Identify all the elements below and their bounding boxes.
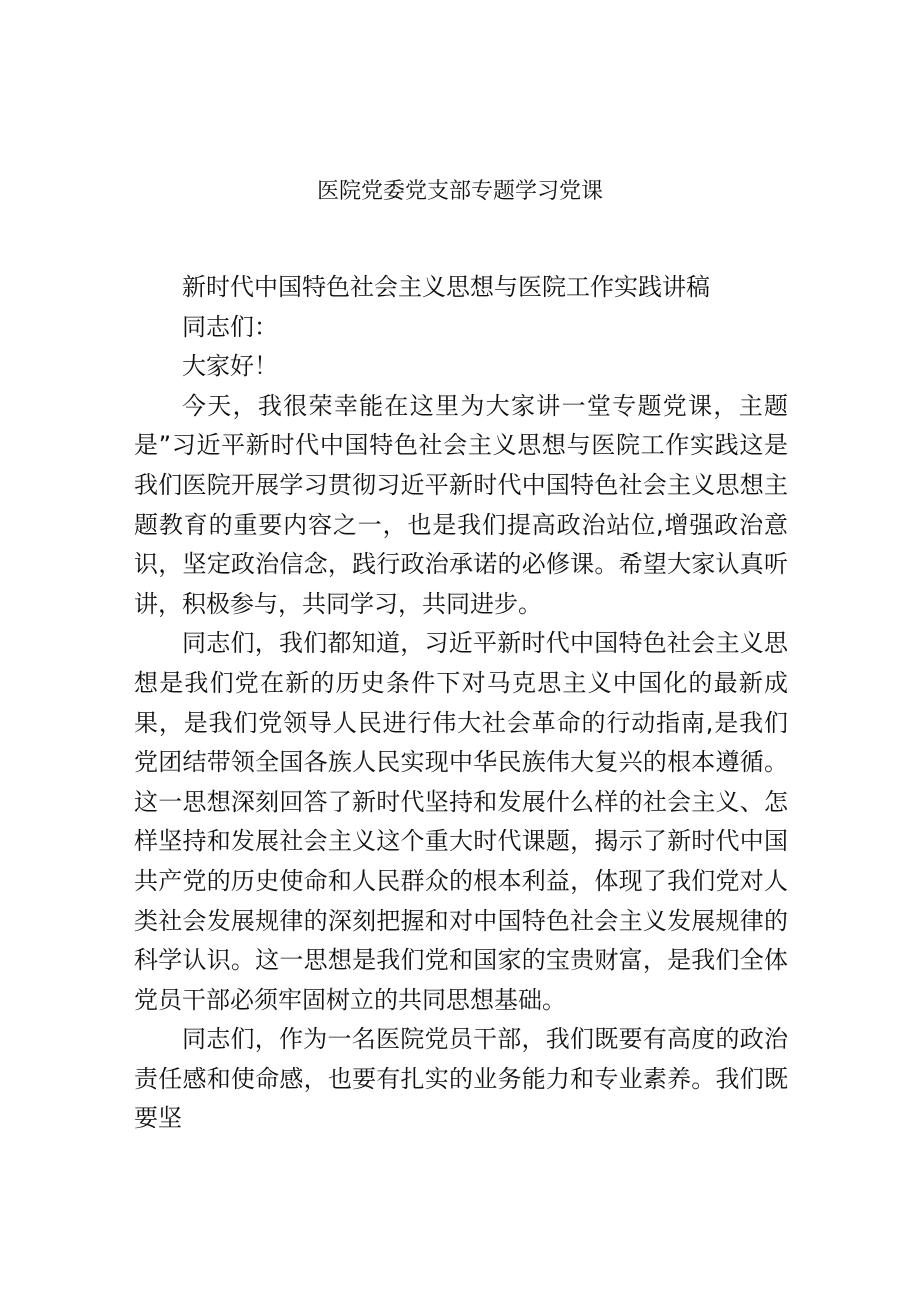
paragraph: 同志们，作为一名医院党员干部，我们既要有高度的政治责任感和使命感，也要有扎实的业务能力和专业素养。我们既要坚 bbox=[134, 1025, 788, 1133]
paragraph: 今天，我很荣幸能在这里为大家讲一堂专题党课，主题是”习近平新时代中国特色社会主义思想与医院工作实践这是我们医院开展学习贯彻习近平新时代中国特色社会主义思想主题教育的重要内容之一，也是我们提高政治站位,增强政治意识，坚定政治信念，践行政治承诺的必修课。希望大家认真听讲，积极参与，共同学习，共同进步。 bbox=[134, 391, 788, 618]
paragraph: 同志们，我们都知道，习近平新时代中国特色社会主义思想是我们党在新的历史条件下对马克思主义中国化的最新成果，是我们党领导人民进行伟大社会革命的行动指南,是我们党团结带领全国各族人民实现中华民族伟大复兴的根本遵循。这一思想深刻回答了新时代坚持和发展什么样的社会主义、怎样坚持和发展社会主义这个重大时代课题，揭示了新时代中国共产党的历史使命和人民群众的根本利益，体现了我们党对人类社会发展规律的深刻把握和对中国特色社会主义发展规律的科学认识。这一思想是我们党和国家的宝贵财富，是我们全体党员干部必须牢固树立的共同思想基础。 bbox=[134, 629, 788, 1014]
salutation: 同志们： bbox=[182, 312, 278, 341]
document-body bbox=[134, 268, 788, 1139]
document-title: 医院党委党支部专题学习党课 bbox=[316, 179, 603, 204]
document-subtitle: 新时代中国特色社会主义思想与医院工作实践讲稿 bbox=[182, 273, 710, 301]
greeting: 大家好！ bbox=[182, 352, 278, 381]
